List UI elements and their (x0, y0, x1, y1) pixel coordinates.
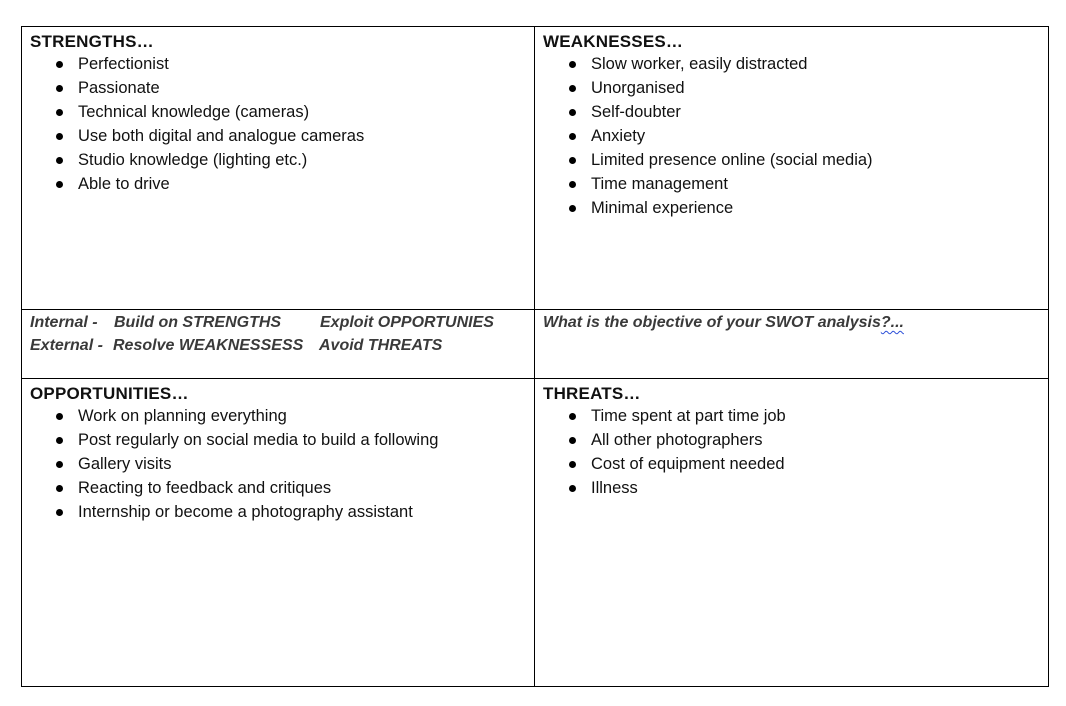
strengths-cell (22, 27, 535, 310)
threats-heading: THREATS… (543, 384, 641, 403)
strategy-internal-line (30, 312, 526, 335)
table-row (22, 27, 1049, 310)
objective-cell (535, 310, 1049, 379)
list-item: Minimal experience (569, 196, 1040, 220)
strategy-external-line (30, 335, 526, 358)
list-item: Internship or become a photography assistant (56, 500, 526, 524)
list-item: Passionate (56, 76, 526, 100)
list-item: Perfectionist (56, 52, 526, 76)
list-item: Time spent at part time job (569, 404, 1040, 428)
weaknesses-cell (535, 27, 1049, 310)
strengths-list (56, 52, 526, 196)
table-row (22, 379, 1049, 687)
list-item: Illness (569, 476, 1040, 500)
objective-question-text: What is the objective of your SWOT analysis (543, 314, 881, 331)
list-item: Able to drive (56, 172, 526, 196)
weaknesses-heading: WEAKNESSES… (543, 32, 684, 51)
objective-question (543, 312, 1040, 335)
opportunities-cell (22, 379, 535, 687)
objective-ellipsis: ?... (880, 314, 904, 331)
list-item: All other photographers (569, 428, 1040, 452)
threats-cell (535, 379, 1049, 687)
list-item: Time management (569, 172, 1040, 196)
list-item: Work on planning everything (56, 404, 526, 428)
external-action-resolve: Resolve WEAKNESSESS (113, 336, 304, 354)
list-item: Anxiety (569, 124, 1040, 148)
list-item: Studio knowledge (lighting etc.) (56, 148, 526, 172)
threats-list (569, 404, 1040, 500)
internal-label: Internal - (30, 314, 98, 331)
weaknesses-list (569, 52, 1040, 220)
list-item: Post regularly on social media to build a following (56, 428, 526, 452)
list-item: Limited presence online (social media) (569, 148, 1040, 172)
internal-action-build: Build on STRENGTHS (114, 314, 282, 331)
list-item: Slow worker, easily distracted (569, 52, 1040, 76)
external-label: External - (30, 336, 103, 354)
table-row (22, 310, 1049, 379)
list-item: Reacting to feedback and critiques (56, 476, 526, 500)
opportunities-list (56, 404, 526, 524)
swot-table (21, 26, 1049, 687)
opportunities-heading: OPPORTUNITIES… (30, 384, 189, 403)
strengths-heading: STRENGTHS… (30, 32, 154, 51)
list-item: Technical knowledge (cameras) (56, 100, 526, 124)
internal-action-exploit: Exploit OPPORTUNIES (320, 314, 494, 331)
external-action-avoid: Avoid THREATS (319, 336, 443, 354)
list-item: Gallery visits (56, 452, 526, 476)
strategy-cell (22, 310, 535, 379)
list-item: Cost of equipment needed (569, 452, 1040, 476)
list-item: Use both digital and analogue cameras (56, 124, 526, 148)
list-item: Unorganised (569, 76, 1040, 100)
list-item: Self-doubter (569, 100, 1040, 124)
